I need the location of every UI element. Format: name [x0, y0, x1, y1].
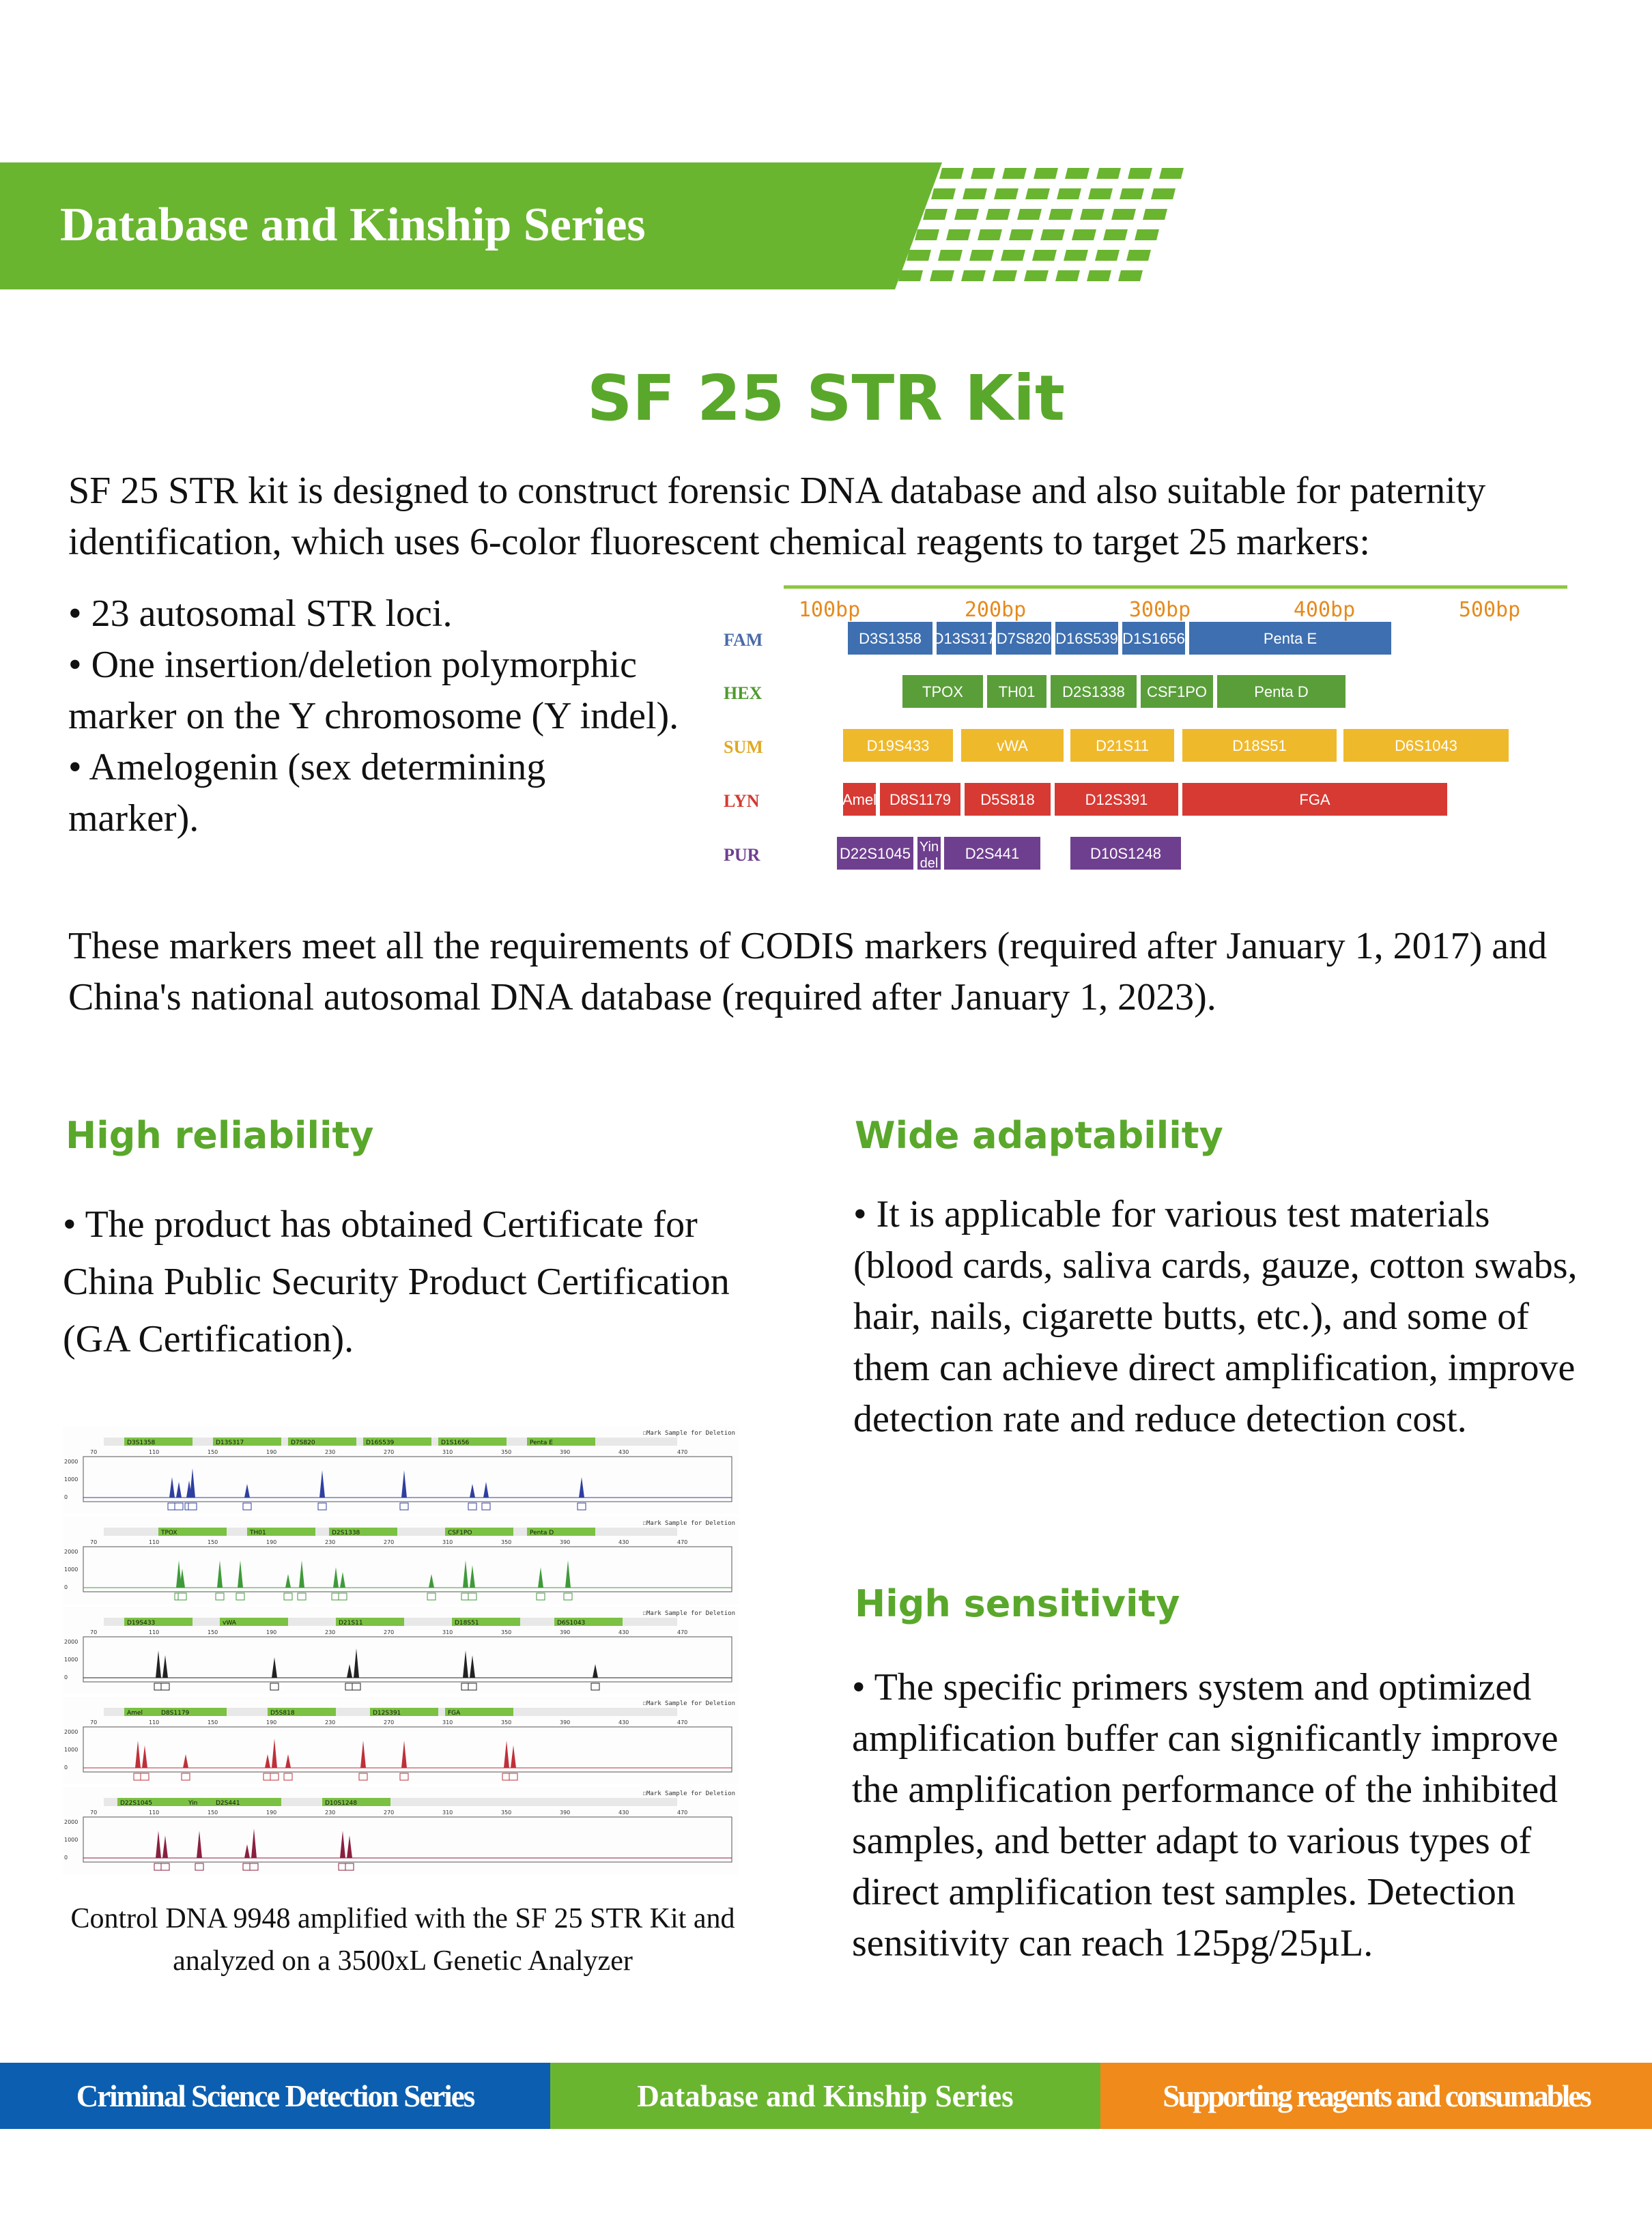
- banner-dash: [1034, 168, 1058, 179]
- banner-dash: [1072, 229, 1096, 240]
- x-tick-label: 150: [208, 1719, 218, 1726]
- allele-call-box: [352, 1683, 360, 1690]
- x-tick-label: 310: [442, 1449, 453, 1455]
- bin-marker-label: D5S818: [270, 1710, 295, 1717]
- banner-dash: [971, 168, 995, 179]
- allele-call-box: [345, 1863, 354, 1870]
- marker-map-axis-label: 200bp: [964, 598, 1027, 622]
- banner-dash: [1087, 270, 1111, 281]
- x-tick-label: 430: [618, 1629, 629, 1635]
- footer-criminal-science[interactable]: Criminal Science Detection Series: [0, 2063, 550, 2129]
- bin-marker-label: D6S1043: [557, 1620, 586, 1627]
- mark-sample-checkbox-label: ☐Mark Sample for Deletion: [642, 1790, 735, 1797]
- marker-label: D7S820: [996, 630, 1051, 647]
- x-tick-label: 70: [90, 1810, 98, 1816]
- x-tick-label: 70: [90, 1629, 98, 1635]
- allele-call-box: [400, 1503, 408, 1510]
- bin-marker-label: D12S391: [373, 1710, 401, 1717]
- sensitivity-text: • The specific primers system and optimized amplification buffer can significantly improve the amplification performance of the inhibited samples, and better adapt to various types of direct amplification test samples. Detection sensitivity can reach 125pg/25µL.: [852, 1666, 1558, 1964]
- channel-label-sum: SUM: [724, 737, 763, 757]
- y-tick-label: 2000: [64, 1639, 79, 1645]
- x-tick-label: 190: [266, 1629, 277, 1635]
- marker-label: D1S1656: [1122, 630, 1185, 647]
- allele-call-box: [468, 1683, 476, 1690]
- y-tick-label: 1000: [64, 1476, 79, 1483]
- x-tick-label: 390: [560, 1629, 571, 1635]
- banner-dash: [931, 188, 956, 199]
- bullet-amelogenin: • Amelogenin (sex determining marker).: [68, 746, 546, 840]
- bin-marker-label: Yin: [188, 1800, 198, 1807]
- banner-dash: [961, 270, 986, 281]
- x-tick-label: 190: [266, 1719, 277, 1726]
- mark-sample-checkbox-label: ☐Mark Sample for Deletion: [642, 1610, 735, 1617]
- footer-supporting-reagents[interactable]: Supporting reagents and consumables: [1100, 2063, 1652, 2129]
- marker-label: TH01: [998, 683, 1036, 700]
- allele-call-box: [270, 1773, 279, 1780]
- banner-dash: [986, 209, 1010, 220]
- channel-label-hex: HEX: [724, 683, 763, 703]
- kit-title: SF 25 STR Kit: [587, 362, 1065, 435]
- x-tick-label: 110: [149, 1810, 160, 1816]
- banner-dash: [963, 188, 987, 199]
- x-tick-label: 350: [501, 1539, 512, 1545]
- bin-marker-label: Amel: [127, 1710, 143, 1717]
- mark-sample-checkbox-label: ☐Mark Sample for Deletion: [642, 1700, 735, 1707]
- marker-label: D19S433: [866, 737, 930, 754]
- x-tick-label: 390: [560, 1539, 571, 1545]
- heading-high-sensitivity: High sensitivity: [855, 1582, 1180, 1625]
- marker-label: D2S1338: [1062, 683, 1125, 700]
- marker-label: D10S1248: [1090, 845, 1161, 862]
- marker-label: del: [920, 856, 939, 871]
- bin-marker-label: Penta D: [530, 1530, 554, 1536]
- x-tick-label: 110: [149, 1449, 160, 1455]
- x-tick-label: 190: [266, 1539, 277, 1545]
- x-tick-label: 110: [149, 1629, 160, 1635]
- banner-dash: [1143, 209, 1167, 220]
- reliability-text: • The product has obtained Certificate for China Public Security Product Certification (GA Certification).: [63, 1203, 730, 1360]
- electropherogram-figure: [63, 1427, 739, 1877]
- marker-label: vWA: [997, 737, 1028, 754]
- marker-map-axis-label: 300bp: [1128, 598, 1191, 622]
- y-tick-label: 1000: [64, 1747, 79, 1753]
- allele-call-box: [243, 1503, 251, 1510]
- channel-label-lyn: LYN: [724, 791, 760, 811]
- banner-dash: [1002, 168, 1027, 179]
- marker-label: TPOX: [922, 683, 963, 700]
- allele-call-box: [339, 1593, 347, 1600]
- heading-wide-adaptability: Wide adaptability: [855, 1114, 1223, 1157]
- banner-dash: [1096, 168, 1121, 179]
- y-tick-label: 0: [64, 1764, 68, 1771]
- allele-call-box: [250, 1863, 258, 1870]
- allele-call-box: [270, 1683, 279, 1690]
- marker-label: D22S1045: [840, 845, 911, 862]
- x-tick-label: 390: [560, 1810, 571, 1816]
- allele-call-box: [182, 1773, 190, 1780]
- banner-dash: [946, 229, 971, 240]
- x-tick-label: 270: [384, 1719, 395, 1726]
- x-tick-label: 470: [677, 1539, 688, 1545]
- x-tick-label: 430: [618, 1719, 629, 1726]
- marker-label: D18S51: [1232, 737, 1287, 754]
- marker-map-diagram: [710, 580, 1570, 894]
- banner-dash: [1103, 229, 1128, 240]
- banner-dash: [1017, 209, 1042, 220]
- x-tick-label: 470: [677, 1449, 688, 1455]
- x-tick-label: 470: [677, 1719, 688, 1726]
- banner-dash: [1040, 229, 1065, 240]
- channel-label-pur: PUR: [724, 845, 760, 865]
- x-tick-label: 150: [208, 1449, 218, 1455]
- y-tick-label: 2000: [64, 1549, 79, 1555]
- banner-dash: [930, 270, 954, 281]
- marker-label: D8S1179: [889, 791, 952, 808]
- bin-marker-label: D3S1358: [127, 1440, 156, 1446]
- banner-dash: [907, 250, 931, 261]
- banner-dash: [978, 229, 1002, 240]
- x-tick-label: 270: [384, 1449, 395, 1455]
- allele-call-box: [161, 1683, 169, 1690]
- electropherogram-panel: [63, 1697, 739, 1784]
- marker-label: D13S317: [932, 630, 996, 647]
- banner-dash: [1151, 188, 1176, 199]
- allele-call-box: [161, 1863, 169, 1870]
- marker-label: Yin: [919, 840, 939, 855]
- banner-dash: [1064, 250, 1088, 261]
- marker-map-axis-label: 400bp: [1293, 598, 1356, 622]
- bullet-y-indel: • One insertion/deletion polymorphic marker on the Y chromosome (Y indel).: [68, 644, 679, 737]
- marker-label: D21S11: [1096, 737, 1149, 754]
- banner-dash: [1120, 188, 1144, 199]
- allele-call-box: [578, 1503, 586, 1510]
- marker-label: D3S1358: [859, 630, 922, 647]
- x-tick-label: 430: [618, 1449, 629, 1455]
- banner-dash: [938, 250, 963, 261]
- x-tick-label: 470: [677, 1810, 688, 1816]
- electropherogram-panel: [63, 1607, 739, 1694]
- x-tick-label: 350: [501, 1449, 512, 1455]
- x-tick-label: 350: [501, 1719, 512, 1726]
- x-tick-label: 310: [442, 1539, 453, 1545]
- x-tick-label: 110: [149, 1719, 160, 1726]
- allele-call-box: [359, 1773, 367, 1780]
- electropherogram-caption: Control DNA 9948 amplified with the SF 25 STR Kit and analyzed on a 3500xL Genetic Analyzer: [70, 1903, 735, 1977]
- banner-dash: [1009, 229, 1034, 240]
- bin-marker-label: D1S1656: [441, 1440, 470, 1446]
- banner-dash: [1024, 270, 1049, 281]
- marker-map-axis-label: 100bp: [798, 598, 861, 622]
- bin-marker-label: FGA: [448, 1710, 461, 1717]
- electropherogram-panel: [63, 1787, 739, 1874]
- x-tick-label: 430: [618, 1810, 629, 1816]
- allele-call-box: [318, 1503, 326, 1510]
- x-tick-label: 230: [325, 1539, 336, 1545]
- banner-dash: [1001, 250, 1025, 261]
- allele-call-box: [178, 1593, 186, 1600]
- banner-dash: [1057, 188, 1081, 199]
- allele-call-box: [468, 1593, 476, 1600]
- x-tick-label: 230: [325, 1629, 336, 1635]
- marker-label: D16S539: [1055, 630, 1118, 647]
- mark-sample-checkbox-label: ☐Mark Sample for Deletion: [642, 1430, 735, 1437]
- banner-dash: [1128, 168, 1152, 179]
- bin-marker-label: D18S51: [455, 1620, 479, 1627]
- codis-paragraph: These markers meet all the requirements of CODIS markers (required after January 1, 2017) and China's national autosomal DNA database (required after January 1, 2023).: [68, 925, 1548, 1018]
- allele-call-box: [216, 1593, 224, 1600]
- electropherogram-panel: [63, 1427, 739, 1514]
- marker-label: FGA: [1299, 791, 1330, 808]
- y-tick-label: 0: [64, 1674, 68, 1680]
- banner-dash: [1025, 188, 1050, 199]
- banner-dash: [1065, 168, 1090, 179]
- allele-call-box: [509, 1773, 517, 1780]
- allele-call-box: [236, 1593, 244, 1600]
- banner-dash: [939, 168, 964, 179]
- bin-marker-label: TH01: [250, 1530, 266, 1536]
- banner-dash: [1049, 209, 1073, 220]
- y-tick-label: 2000: [64, 1819, 79, 1825]
- bin-marker-label: TPOX: [161, 1530, 177, 1536]
- banner-dash: [898, 270, 923, 281]
- banner-dash: [969, 250, 994, 261]
- banner-dash: [1118, 270, 1143, 281]
- allele-call-box: [175, 1503, 183, 1510]
- marker-label: D6S1043: [1395, 737, 1457, 754]
- allele-call-box: [284, 1593, 292, 1600]
- banner-dash: [1126, 250, 1151, 261]
- bin-marker-label: D8S1179: [161, 1710, 190, 1717]
- y-tick-label: 1000: [64, 1567, 79, 1573]
- banner-dash: [1080, 209, 1105, 220]
- x-tick-label: 70: [90, 1719, 98, 1726]
- banner-dash: [1135, 229, 1159, 240]
- allele-call-box: [537, 1593, 545, 1600]
- bin-marker-label: D22S1045: [120, 1800, 152, 1807]
- x-tick-label: 150: [208, 1629, 218, 1635]
- bin-marker-label: D16S539: [366, 1440, 395, 1446]
- marker-bullet-list: [68, 588, 683, 844]
- bullet-autosomal: • 23 autosomal STR loci.: [68, 592, 453, 635]
- allele-call-box: [482, 1503, 490, 1510]
- bin-marker-label: D13S317: [216, 1440, 244, 1446]
- electropherogram-panel: [63, 1517, 739, 1604]
- y-tick-label: 0: [64, 1584, 68, 1590]
- allele-call-box: [298, 1593, 306, 1600]
- banner-dash: [993, 270, 1017, 281]
- bin-marker-label: D2S1338: [332, 1530, 360, 1536]
- x-tick-label: 70: [90, 1449, 98, 1455]
- x-tick-label: 270: [384, 1539, 395, 1545]
- x-tick-label: 230: [325, 1719, 336, 1726]
- marker-label: D5S818: [980, 791, 1035, 808]
- x-tick-label: 70: [90, 1539, 98, 1545]
- x-tick-label: 270: [384, 1810, 395, 1816]
- y-tick-label: 0: [64, 1855, 68, 1861]
- banner-dash: [915, 229, 939, 240]
- banner-dash: [954, 209, 979, 220]
- y-tick-label: 1000: [64, 1657, 79, 1663]
- allele-call-box: [188, 1503, 197, 1510]
- banner-dash: [1088, 188, 1113, 199]
- bin-marker-label: vWA: [223, 1620, 236, 1627]
- x-tick-label: 230: [325, 1810, 336, 1816]
- banner-dash: [1055, 270, 1080, 281]
- marker-label: Penta E: [1263, 630, 1318, 647]
- footer-database-kinship[interactable]: Database and Kinship Series: [550, 2063, 1100, 2129]
- marker-label: CSF1PO: [1146, 683, 1208, 700]
- x-tick-label: 150: [208, 1810, 218, 1816]
- banner-dash-pattern: [894, 162, 1195, 289]
- x-tick-label: 430: [618, 1539, 629, 1545]
- x-tick-label: 470: [677, 1629, 688, 1635]
- y-tick-label: 2000: [64, 1459, 79, 1465]
- banner-dash: [923, 209, 948, 220]
- banner-dash: [1111, 209, 1136, 220]
- heading-high-reliability: High reliability: [66, 1114, 374, 1157]
- bin-marker-label: D2S441: [216, 1800, 240, 1807]
- bin-marker-label: CSF1PO: [448, 1530, 472, 1536]
- marker-map-axis-label: 500bp: [1458, 598, 1521, 622]
- bin-marker-label: D10S1248: [325, 1800, 357, 1807]
- mark-sample-checkbox-label: ☐Mark Sample for Deletion: [642, 1520, 735, 1527]
- bin-marker-label: Penta E: [530, 1440, 553, 1446]
- x-tick-label: 310: [442, 1629, 453, 1635]
- x-tick-label: 110: [149, 1539, 160, 1545]
- bin-marker-label: D21S11: [339, 1620, 363, 1627]
- allele-call-box: [591, 1683, 599, 1690]
- banner-dash: [1159, 168, 1184, 179]
- x-tick-label: 350: [501, 1629, 512, 1635]
- marker-label: Amel: [842, 791, 877, 808]
- x-tick-label: 310: [442, 1719, 453, 1726]
- channel-label-fam: FAM: [724, 630, 763, 650]
- marker-label: Penta D: [1254, 683, 1309, 700]
- x-tick-label: 310: [442, 1810, 453, 1816]
- allele-call-box: [284, 1773, 292, 1780]
- allele-call-box: [195, 1863, 203, 1870]
- x-tick-label: 150: [208, 1539, 218, 1545]
- x-tick-label: 270: [384, 1629, 395, 1635]
- bin-marker-label: D19S433: [127, 1620, 156, 1627]
- marker-label: D2S441: [965, 845, 1020, 862]
- x-tick-label: 390: [560, 1449, 571, 1455]
- allele-call-box: [564, 1593, 572, 1600]
- banner-dash: [1032, 250, 1057, 261]
- adaptability-text: • It is applicable for various test materials (blood cards, saliva cards, gauze, cotton swabs, hair, nails, cigarette butts, etc.), and some of them can achieve direct amplification, improve detection rate and reduce detection cost.: [853, 1193, 1578, 1440]
- y-tick-label: 2000: [64, 1729, 79, 1735]
- x-tick-label: 190: [266, 1449, 277, 1455]
- banner-dash: [994, 188, 1019, 199]
- allele-call-box: [400, 1773, 408, 1780]
- y-tick-label: 0: [64, 1494, 68, 1500]
- x-tick-label: 230: [325, 1449, 336, 1455]
- banner-title: Database and Kinship Series: [60, 199, 646, 251]
- x-tick-label: 190: [266, 1810, 277, 1816]
- allele-call-box: [427, 1593, 436, 1600]
- intro-paragraph: SF 25 STR kit is designed to construct forensic DNA database and also suitable for paternity identification, which uses 6-color fluorescent chemical reagents to target 25 markers:: [68, 470, 1486, 563]
- bin-marker-label: D7S820: [291, 1440, 315, 1446]
- allele-call-box: [468, 1503, 476, 1510]
- x-tick-label: 390: [560, 1719, 571, 1726]
- marker-label: D12S391: [1085, 791, 1148, 808]
- allele-call-box: [141, 1773, 149, 1780]
- x-tick-label: 350: [501, 1810, 512, 1816]
- y-tick-label: 1000: [64, 1837, 79, 1843]
- banner-dash: [1095, 250, 1120, 261]
